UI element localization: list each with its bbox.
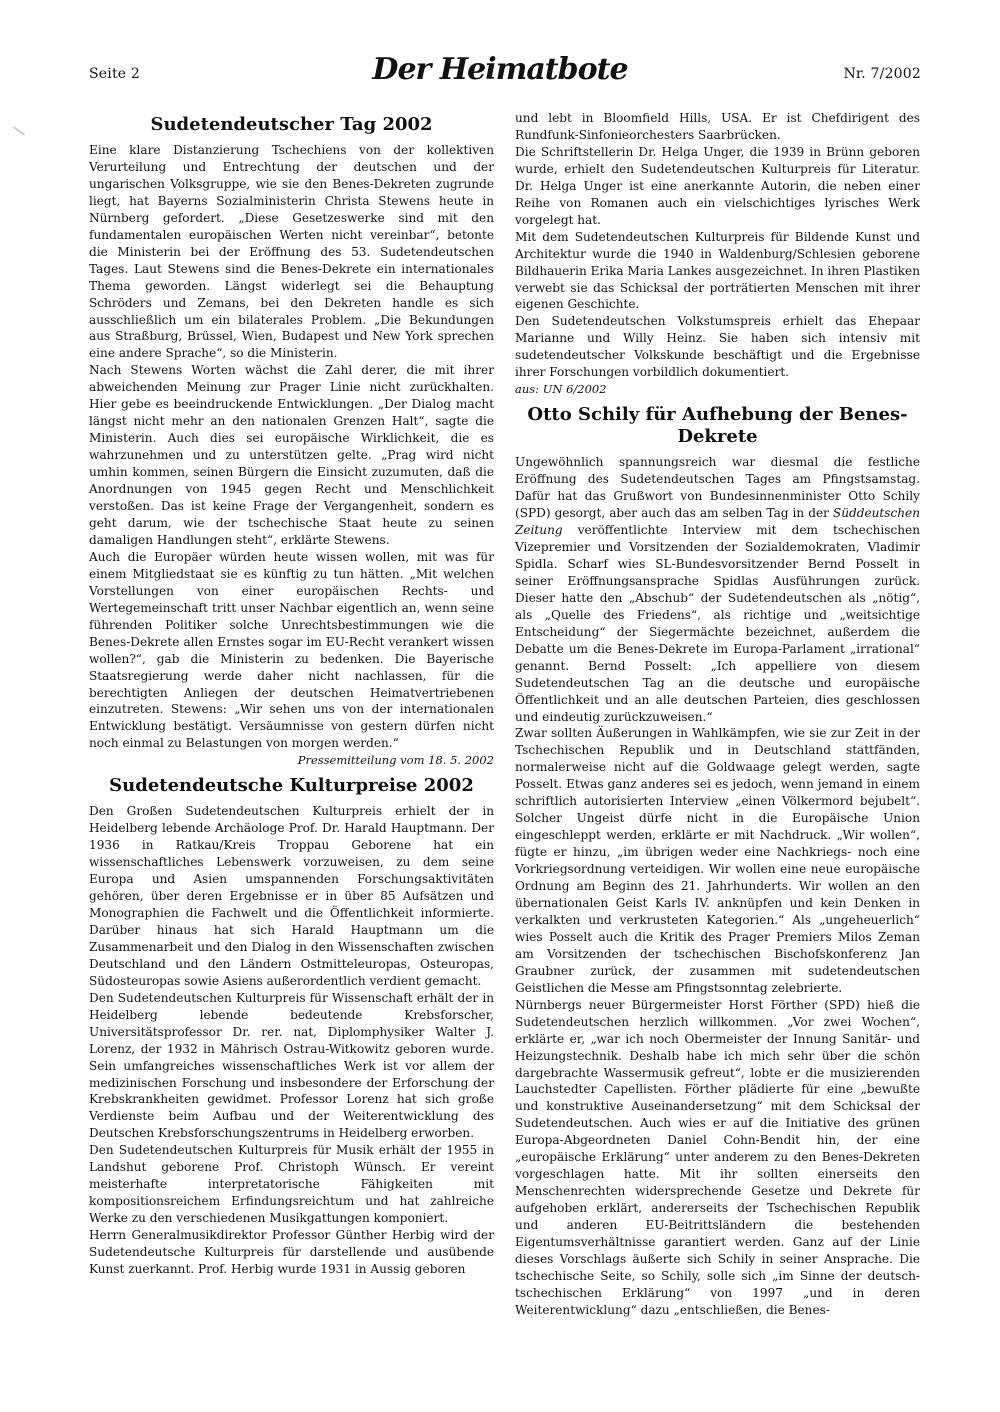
article-paragraph (515, 454, 920, 725)
masthead-logo: Der Heimatbote (372, 52, 628, 87)
article-paragraph: Eine klare Distanzierung Tschechiens von der kollektiven Verurteilung und Entrechtung der deutschen und der ungarischen Volksgruppe, wie sie den Benes-Dekreten zugrunde liegt, hat Bayerns Sozialministerin Christa Stewens heute in Nürnberg gefordert. „Diese Gesetzeswerke sind mit den fundamentalen europäischen Werten nicht vereinbar“, betonte die Ministerin bei der Eröffnung des 53. Sudetendeutschen Tages. Laut Stewens sind die Benes-Dekrete ein internationales Thema geworden. Längst widerlegt sei die Behauptung Schröders und Zemans, bei den Dekreten handle es sich ausschließlich um ein bilaterales Problem. „Die Bekundungen aus Straßburg, Brüssel, Wien, Budapest und New York sprechen eine andere Sprache“, so die Ministerin. (89, 143, 494, 361)
left-column (89, 110, 494, 1278)
article-title-kulturpreise: Sudetendeutsche Kulturpreise 2002 (109, 775, 474, 797)
page-number: Seite 2 (89, 66, 141, 82)
right-column (515, 110, 920, 1319)
article-title-sudetendeutscher-tag: Sudetendeutscher Tag 2002 (150, 114, 433, 135)
scan-mark (13, 126, 26, 136)
paragraph-text: veröffentlichte Interview mit dem tschechischen Vizepremier und Vorsitzenden der Sozialdemokraten, Vladimir Spidla. Scharf wies SL-Bundesvorsitzender Bernd Posselt in seiner Eröffnungsansprache Spidlas Ausführungen zurück. Dieser hatte den „Abschub“ der Sudetendeutschen als „nötig“, als „Quelle des Friedens“, als richtige und „weitsichtige Entscheidung“ der Siegermächte bezeichnet, außerdem die Debatte um die Benes-Dekrete im Europa-Parlament „irrational“ genannt. Bernd Posselt: „Ich appelliere von diesem Sudetendeutschen Tag an die deutsche und europäische Öffentlichkeit und an alle deutschen Parteien, dies geschlossen und eindeutig zurückzuweisen.“ (515, 523, 920, 724)
issue-number: Nr. 7/2002 (843, 66, 921, 82)
article-paragraph: und lebt in Bloomfield Hills, USA. Er ist Chefdirigent des Rundfunk-Sinfonieorchesters Saarbrücken. (515, 111, 920, 142)
article-title-otto-schily: Otto Schily für Aufhebung der Benes-Dekrete (527, 404, 908, 448)
article-paragraph: Den Sudetendeutschen Kulturpreis für Musik erhält der 1955 in Landshut geborene Prof. Christoph Wünsch. Er vereint meisterhafte interpretatorische Fähigkeiten mit kompositionsreichem Erfindungsreichtum und hat zahlreiche Werke zu den verschiedenen Musikgattungen komponiert. (89, 1143, 494, 1226)
paragraph-text: Ungewöhnlich spannungsreich war diesmal die festliche Eröffnung des Sudetendeutschen Tages am Pfingstsamstag. Dafür hat das Grußwort von Bundesinnenminister Otto Schily (SPD) gesorgt, aber auch das am selben Tag in der (515, 455, 920, 521)
newspaper-name: Süddeutschen Zeitung (515, 506, 920, 538)
article-paragraph: Herrn Generalmusikdirektor Professor Günther Herbig wird der Sudetendeutsche Kulturpreis für darstellende und ausübende Kunst zuerkannt. Prof. Herbig wurde 1931 in Aussig geboren (89, 1228, 494, 1276)
article-paragraph: Die Schriftstellerin Dr. Helga Unger, die 1939 in Brünn geboren wurde, erhielt den Sudetendeutschen Kulturpreis für Literatur. Dr. Helga Unger ist eine anerkannte Autorin, die neben einer Reihe von Romanen auch ein vielschichtiges lyrisches Werk vorgelegt hat. (515, 144, 920, 227)
article-source: Pressemitteilung vom 18. 5. 2002 (297, 753, 494, 768)
article-paragraph: Den Großen Sudetendeutschen Kulturpreis erhielt der in Heidelberg lebende Archäologe Prof. Dr. Harald Hauptmann. Der 1936 in Ratkau/Kreis Troppau Geborene hat ein wissenschaftliches Lebenswerk vorzuweisen, zu dem seine Europa und Asien umspannenden Forschungsaktivitäten gehören, über deren Ergebnisse er in über 85 Aufsätzen und Monographien die Fachwelt und die Öffentlichkeit informierte. Darüber hinaus hat sich Harald Hauptmann um die Zusammenarbeit und den Dialog in den Wissenschaften zwischen Deutschland und den Ländern Ostmitteleuropas, Osteuropas, Südosteuropas sowie Asiens außerordentlich verdient gemacht. (89, 804, 494, 988)
article-paragraph: Nach Stewens Worten wächst die Zahl derer, die mit ihrer abweichenden Meinung zur Prager Linie nicht zurückhalten. Hier gebe es beeindruckende Entwicklungen. „Der Dialog macht längst nicht mehr an den nationalen Grenzen Halt“, sagte die Ministerin. Auch dies sei europäische Wirklichkeit, die es wahrzunehmen und zu unterstützen gelte. „Prag wird nicht umhin kommen, seinen Bürgern die Einsicht zuzumuten, daß die Anordnungen von 1945 gegen Recht und Menschlichkeit verstoßen. Das ist keine Frage der Vergangenheit, sondern es geht darum, wie der tschechische Staat heute zu seinen damaligen Handlungen steht“, erklärte Stewens. (89, 363, 494, 547)
article-source: aus: UN 6/2002 (515, 382, 607, 397)
article-paragraph: Den Sudetendeutschen Volkstumspreis erhielt das Ehepaar Marianne und Willy Heinz. Sie haben sich intensiv mit sudetendeutscher Volkskunde beschäftigt und die Ergebnisse ihrer Forschungen vorbildlich dokumentiert. (515, 314, 920, 380)
article-paragraph: Zwar sollten Äußerungen in Wahlkämpfen, wie sie zur Zeit in der Tschechischen Republik und in Deutschland stattfänden, normalerweise nicht auf die Goldwaage gelegt werden, sagte Posselt. Etwas ganz anderes sei es jedoch, wenn jemand in einem schriftlich autorisierten Interview „einen Völkermord bejubelt“. Solcher Ungeist dürfe nicht in die Europäische Union eingeschleppt werden, erklärte er mit Nachdruck. „Wir wollen“, fügte er hinzu, „im übrigen weder eine Nachkriegs- noch eine Vorkriegsordnung verteidigen. Wir wollen eine neue europäische Ordnung am Beginn des 21. Jahrhunderts. Wir wollen an den übernationalen Geist Karls IV. anknüpfen und kein Denken in verkalkten und verkrusteten Kategorien.“ Als „ungeheuerlich“ wies Posselt auch die Kritik des Prager Premiers Milos Zeman am Vorsitzenden der tschechischen Bischofskonferenz Jan Graubner zurück, der zusammen mit sudetendeutschen Geistlichen die Messe am Pfingstsonntag zelebrierte. (515, 726, 920, 995)
article-paragraph: Nürnbergs neuer Bürgermeister Horst Förther (SPD) hieß die Sudetendeutschen herzlich willkommen. „Vor zwei Wochen“, erklärte er, „war ich noch Obermeister der Innung Sanitär- und Heizungstechnik. Deshalb habe ich mich sehr über die schön dargebrachte Wassermusik gefreut“, lobte er die musizierenden Lauchstedter Capellisten. Förther plädierte für eine „bewußte und konstruktive Auseinandersetzung“ mit dem Schicksal der Sudetendeutschen. Auch wies er auf die Initiative des grünen Europa-Abgeordneten Daniel Cohn-Bendit hin, der eine „europäische Erklärung“ unter anderem zu den Benes-Dekreten vorgeschlagen hatte. Mit ihr sollten einerseits den Menschenrechten widersprechende Gesetze und Dekrete für aufgehoben erklärt, andererseits der Tschechischen Republik und anderen EU-Beitrittsländern die bestehenden Eigentumsverhältnisse garantiert werden. Ganz auf der Linie dieses Vorschlags äußerte sich Schily in seiner Ansprache. Die tschechische Seite, so Schily, solle sich „im Sinne der deutsch-tschechischen Erklärung“ von 1997 „und in deren Weiterentwicklung“ dazu „entschließen, die Benes- (515, 997, 920, 1317)
article-paragraph: Den Sudetendeutschen Kulturpreis für Wissenschaft erhält der in Heidelberg lebende bedeutende Krebsforscher, Universitätsprofessor Dr. rer. nat, Diplomphysiker Walter J. Lorenz, der 1932 in Mährisch Ostrau-Witkowitz geboren wurde. Sein umfangreiches wissenschaftliches Werk ist vor allem der medizinischen Forschung und insbesondere der Erforschung der Krebskrankheiten gewidmet. Professor Lorenz hat sich große Verdienste beim Aufbau und der Weiterentwicklung des Deutschen Krebsforschungszentrums in Heidelberg erworben. (89, 990, 494, 1141)
article-paragraph: Auch die Europäer würden heute wissen wollen, mit was für einem Mitgliedstaat sie es künftig zu tun hätten. „Mit welchen Vorstellungen von einer europäischen Rechts- und Wertegemeinschaft tritt unser Nachbar eigentlich an, wenn seine führenden Politiker solche Unrechtsbestimmungen wie die Benes-Dekrete allen Ernstes sogar im EU-Recht verankert wissen wollen?“, gab die Ministerin zu bedenken. Die Bayerische Staatsregierung werde daher nicht nachlassen, für die berechtigten Anliegen der deutschen Heimatvertriebenen einzutreten. Stewens: „Wir sehen uns von der internationalen Entwicklung bestätigt. Versäumnisse von gestern dürfen nicht noch einmal zu Belastungen von morgen werden.“ (89, 549, 494, 751)
article-paragraph: Mit dem Sudetendeutschen Kulturpreis für Bildende Kunst und Architektur wurde die 1940 in Waldenburg/Schlesien geborene Bildhauerin Erika Maria Lankes ausgezeichnet. In ihren Plastiken verwebt sie das Schicksal der porträtierten Menschen mit ihrer eigenen Geschichte. (515, 229, 920, 312)
